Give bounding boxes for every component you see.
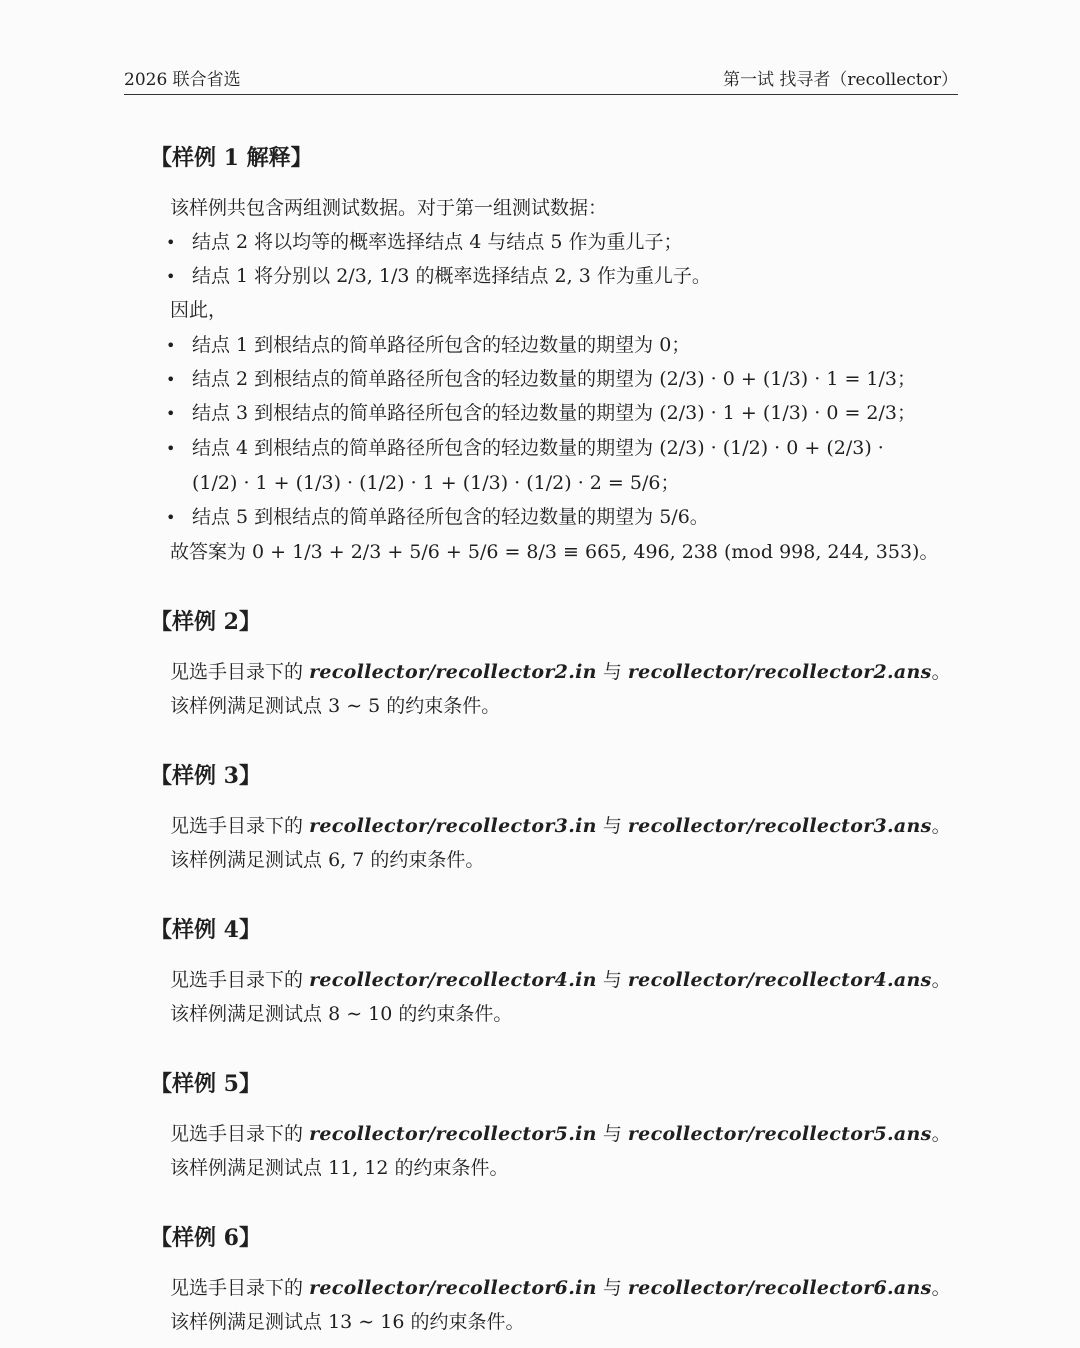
satisfy-suffix: 的约束条件。 (394, 1157, 509, 1179)
period: 。 (931, 969, 951, 991)
satisfy-prefix: 该样例满足测试点 (170, 1311, 323, 1333)
sample2-ans-file: recollector/recollector2.ans (627, 661, 932, 683)
list-item-text: 结点 2 将以均等的概率选择结点 4 与结点 5 作为重儿子； (192, 231, 683, 253)
sample3-heading: 【样例 3】 (150, 763, 261, 789)
satisfy-prefix: 该样例满足测试点 (170, 695, 323, 717)
see-prefix: 见选手目录下的 (170, 661, 304, 683)
sample2-in-file: recollector/recollector2.in (309, 661, 597, 683)
satisfy-suffix: 的约束条件。 (386, 695, 501, 717)
sample5-constraint-line (170, 1151, 509, 1185)
and-text: 与 (602, 1123, 622, 1145)
list-item (166, 500, 709, 535)
satisfy-prefix: 该样例满足测试点 (170, 1003, 323, 1025)
sample3-ans-file: recollector/recollector3.ans (627, 815, 932, 837)
sample3-constraint-line (170, 843, 484, 877)
and-text: 与 (602, 969, 622, 991)
see-prefix: 见选手目录下的 (170, 815, 304, 837)
list-item-text: 结点 1 将分别以 2/3, 1/3 的概率选择结点 2, 3 作为重儿子。 (192, 265, 711, 287)
sample6-files-line (170, 1271, 951, 1305)
and-text: 与 (602, 1277, 622, 1299)
sample4-constraint-line (170, 997, 512, 1031)
sample6-heading: 【样例 6】 (150, 1225, 261, 1251)
bullet-dot-icon: • (166, 336, 176, 355)
and-text: 与 (602, 815, 622, 837)
sample2-range: 3 ∼ 5 (328, 695, 381, 717)
list-item (166, 362, 916, 397)
list-item-text: 结点 4 到根结点的简单路径所包含的轻边数量的期望为 (2/3) · (1/2) · 0 + (2/3) · (192, 437, 884, 459)
list-item (166, 431, 884, 466)
sample5-ans-file: recollector/recollector5.ans (627, 1123, 932, 1145)
see-prefix: 见选手目录下的 (170, 1123, 304, 1145)
period: 。 (931, 661, 951, 683)
list-item-text: 结点 5 到根结点的简单路径所包含的轻边数量的期望为 5/6。 (192, 506, 709, 528)
sample1-therefore: 因此， (170, 299, 228, 321)
page-header (124, 66, 958, 95)
see-prefix: 见选手目录下的 (170, 969, 304, 991)
sample4-files-line (170, 963, 951, 997)
sample5-heading: 【样例 5】 (150, 1071, 261, 1097)
satisfy-prefix: 该样例满足测试点 (170, 1157, 323, 1179)
sample5-files-line (170, 1117, 951, 1151)
list-item-continuation: (1/2) · 1 + (1/3) · (1/2) · 1 + (1/3) · (1/2) · 2 = 5/6； (192, 472, 680, 494)
sample6-ans-file: recollector/recollector6.ans (627, 1277, 932, 1299)
satisfy-prefix: 该样例满足测试点 (170, 849, 323, 871)
sample1-heading: 【样例 1 解释】 (150, 145, 313, 171)
bullet-dot-icon: • (166, 267, 176, 286)
period: 。 (931, 1123, 951, 1145)
list-item-text: 结点 2 到根结点的简单路径所包含的轻边数量的期望为 (2/3) · 0 + (1/3) · 1 = 1/3； (192, 368, 917, 390)
sample2-constraint-line (170, 689, 500, 723)
sample1-intro: 该样例共包含两组测试数据。对于第一组测试数据： (170, 197, 608, 219)
sample6-constraint-line (170, 1305, 524, 1339)
sample4-in-file: recollector/recollector4.in (309, 969, 597, 991)
list-item (166, 328, 690, 363)
list-item-text: 结点 3 到根结点的简单路径所包含的轻边数量的期望为 (2/3) · 1 + (1/3) · 0 = 2/3； (192, 402, 917, 424)
see-prefix: 见选手目录下的 (170, 1277, 304, 1299)
sample5-range: 11, 12 (328, 1157, 389, 1179)
sample3-in-file: recollector/recollector3.in (309, 815, 597, 837)
sample6-range: 13 ∼ 16 (328, 1311, 405, 1333)
and-text: 与 (602, 661, 622, 683)
sample4-range: 8 ∼ 10 (328, 1003, 393, 1025)
bullet-dot-icon: • (166, 508, 176, 527)
sample1-answer: 故答案为 0 + 1/3 + 2/3 + 5/6 + 5/6 = 8/3 ≡ 665, 496, 238 (mod 998, 244, 353)。 (170, 541, 939, 563)
bullet-dot-icon: • (166, 404, 176, 423)
sample4-heading: 【样例 4】 (150, 917, 261, 943)
list-item (166, 225, 683, 260)
period: 。 (931, 815, 951, 837)
header-problem-title: 第一试 找寻者（recollector） (723, 70, 958, 90)
sample3-files-line (170, 809, 951, 843)
bullet-dot-icon: • (166, 233, 176, 252)
satisfy-suffix: 的约束条件。 (398, 1003, 513, 1025)
header-contest-title: 2026 联合省选 (124, 70, 241, 90)
sample3-range: 6, 7 (328, 849, 365, 871)
list-item (166, 396, 916, 431)
list-item (166, 259, 711, 294)
sample5-in-file: recollector/recollector5.in (309, 1123, 597, 1145)
sample2-heading: 【样例 2】 (150, 609, 261, 635)
sample6-in-file: recollector/recollector6.in (309, 1277, 597, 1299)
sample4-ans-file: recollector/recollector4.ans (627, 969, 932, 991)
satisfy-suffix: 的约束条件。 (370, 849, 485, 871)
bullet-dot-icon: • (166, 370, 176, 389)
list-item-text: 结点 1 到根结点的简单路径所包含的轻边数量的期望为 0； (192, 334, 691, 356)
sample2-files-line (170, 655, 951, 689)
period: 。 (931, 1277, 951, 1299)
bullet-dot-icon: • (166, 439, 176, 458)
satisfy-suffix: 的约束条件。 (410, 1311, 525, 1333)
